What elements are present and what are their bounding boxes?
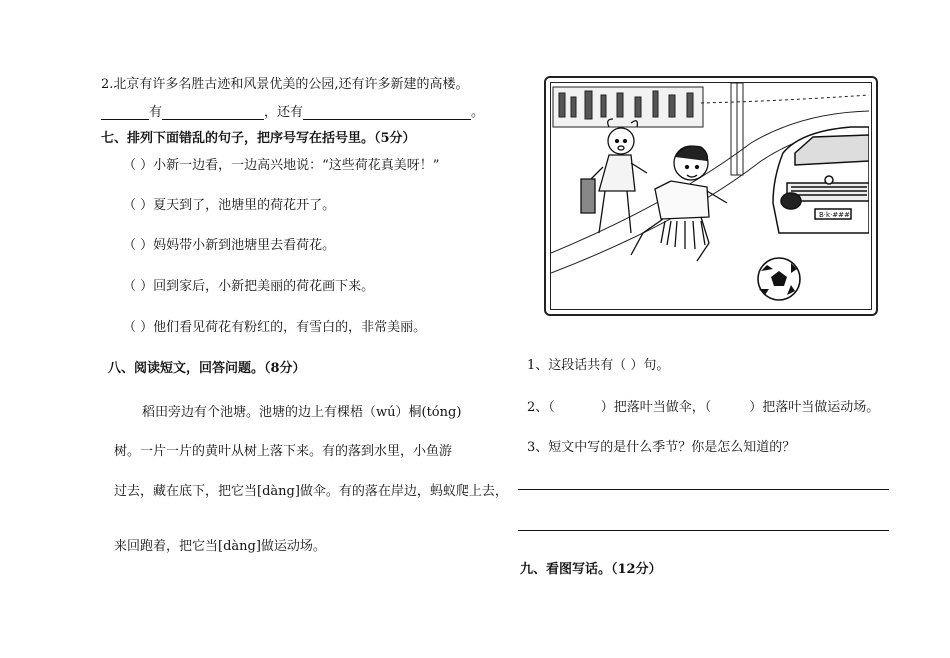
fill-blank-3[interactable] — [303, 105, 471, 120]
fill-word-end: 。 — [471, 105, 485, 120]
football — [758, 258, 800, 300]
section-9-title: 九、看图写话。（12分） — [520, 562, 662, 577]
section-7-item — [123, 194, 335, 213]
passage-line-4: 来回跑着，把它当[dàng]做运动场。 — [114, 539, 326, 554]
section-7-item — [123, 316, 426, 335]
item-text: 回到家后，小新把美丽的荷花画下来。 — [153, 279, 375, 294]
item-text: 小新一边看，一边高兴地说：“这些荷花真美呀！” — [153, 158, 440, 173]
order-paren[interactable]: （ ） — [123, 238, 154, 253]
fill-word-a: 有 — [149, 105, 163, 120]
order-paren[interactable]: （ ） — [123, 198, 154, 213]
boy-figure — [631, 146, 727, 261]
picture-frame — [544, 76, 878, 316]
answer-line-2[interactable] — [518, 530, 889, 531]
picture-inner-border — [550, 82, 872, 310]
order-paren[interactable]: （ ） — [123, 279, 154, 294]
passage-line-2: 树。一片一片的黄叶从树上落下来。有的落到水里，小鱼游 — [114, 444, 453, 459]
exercise-2-sentence: 2.北京有许多名胜古迹和风景优美的公园,还有许多新建的高楼。 — [101, 77, 469, 92]
q2-part-a: 2、（ — [527, 400, 555, 415]
order-paren[interactable]: （ ） — [123, 320, 154, 335]
section-7-item — [123, 234, 335, 253]
fill-blank-1[interactable] — [101, 105, 149, 120]
item-text: 妈妈带小新到池塘里去看荷花。 — [153, 238, 336, 253]
section-7-item — [123, 275, 374, 294]
item-text: 夏天到了，池塘里的荷花开了。 — [153, 198, 336, 213]
passage-line-3: 过去，藏在底下，把它当[dàng]做伞。有的落在岸边，蚂蚁爬上去， — [114, 484, 508, 499]
question-2 — [527, 396, 879, 415]
q2-part-c: ）把落叶当做运动场。 — [749, 400, 880, 415]
children-football-illustration — [551, 83, 869, 307]
license-plate: B·k·### — [819, 211, 850, 219]
girl-figure — [581, 119, 647, 233]
section-7-item — [123, 154, 439, 173]
exercise-2-fill-line — [101, 101, 484, 120]
item-text: 他们看见荷花有粉红的，有雪白的，非常美丽。 — [153, 320, 427, 335]
fill-word-b: ，还有 — [264, 105, 304, 120]
order-paren[interactable]: （ ） — [123, 158, 154, 173]
section-7-title: 七、排列下面错乱的句子，把序号写在括号里。（5分） — [101, 131, 416, 146]
section-8-title: 八、阅读短文，回答问题。（8分） — [108, 361, 306, 376]
q2-part-b: ）把落叶当做伞，（ — [600, 400, 712, 415]
question-1: 1、这段话共有（ ）句。 — [527, 358, 670, 373]
fill-blank-2[interactable] — [162, 105, 264, 120]
car — [773, 127, 869, 233]
passage-line-1: 稻田旁边有个池塘。池塘的边上有棵梧（wú）桐(tóng) — [142, 405, 462, 420]
answer-line-1[interactable] — [518, 489, 889, 490]
question-3: 3、短文中写的是什么季节？你是怎么知道的？ — [527, 440, 796, 455]
